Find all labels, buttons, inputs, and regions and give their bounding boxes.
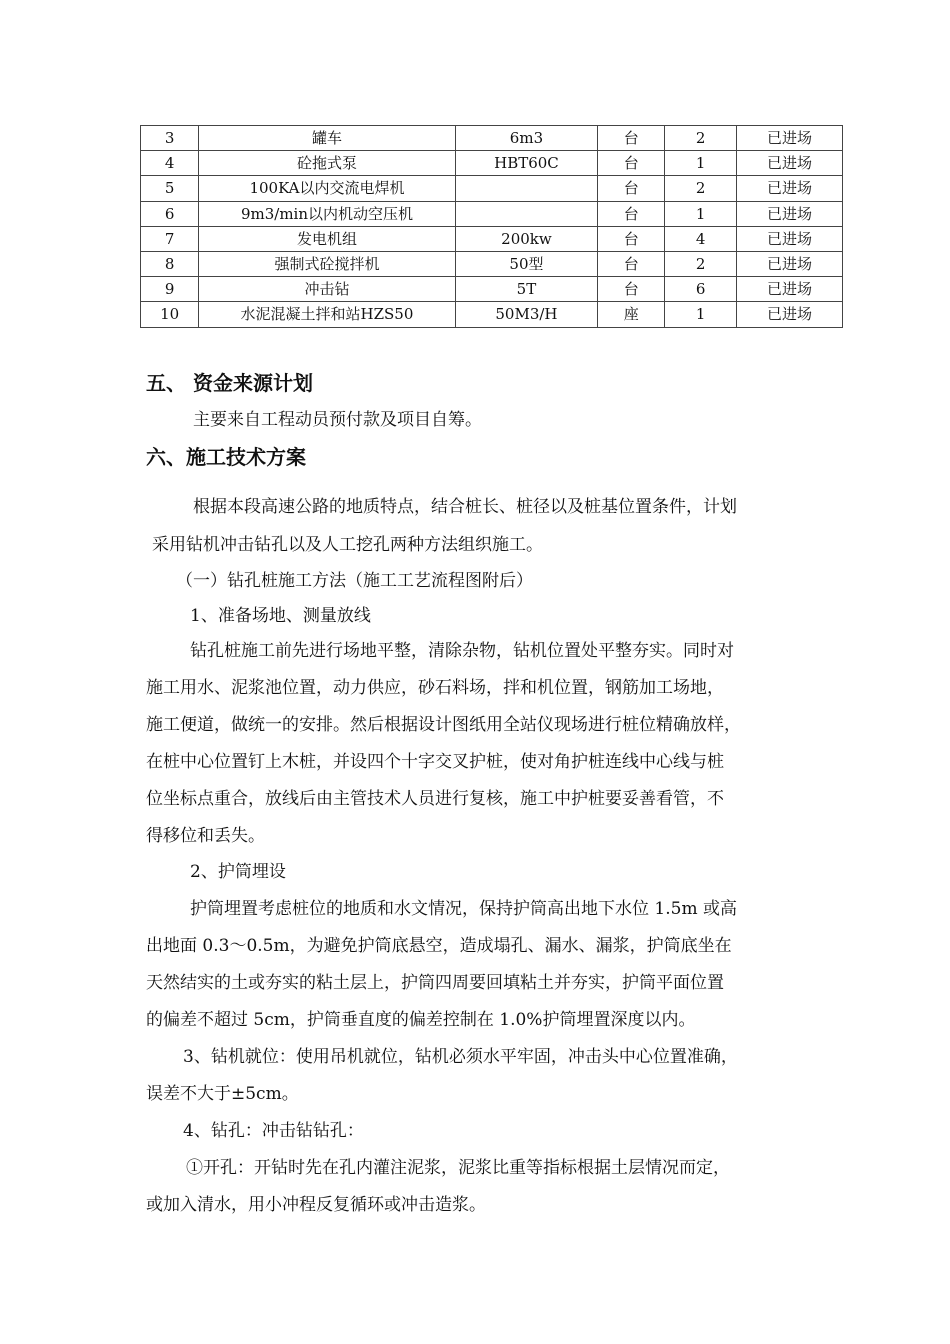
row-spec (455, 176, 598, 201)
section6-heading: 六、施工技术方案 (146, 445, 306, 469)
row-name: 水泥混凝土拌和站HZS50 (199, 302, 455, 327)
row-status: 已进场 (737, 277, 843, 302)
subsection-1-title: （一）钻孔桩施工方法（施工工艺流程图附后） (176, 571, 533, 591)
row-qty: 1 (665, 201, 737, 226)
step4-line-1: ①开孔：开钻时先在孔内灌注泥浆，泥浆比重等指标根据土层情况而定， (186, 1158, 730, 1178)
row-name: 罐车 (199, 126, 455, 151)
table-row (141, 226, 843, 251)
row-unit: 台 (598, 201, 665, 226)
row-unit: 座 (598, 302, 665, 327)
row-no: 3 (141, 126, 199, 151)
table-row (141, 151, 843, 176)
row-unit: 台 (598, 226, 665, 251)
row-name: 发电机组 (199, 226, 455, 251)
intro-line-1: 根据本段高速公路的地质特点，结合桩长、桩径以及桩基位置条件，计划 (193, 497, 737, 517)
row-status: 已进场 (737, 226, 843, 251)
row-status: 已进场 (737, 126, 843, 151)
row-spec: 5T (455, 277, 598, 302)
table-row (141, 201, 843, 226)
equipment-table (140, 125, 843, 328)
row-qty: 2 (665, 251, 737, 276)
section5-heading: 五、 资金来源计划 (146, 371, 313, 395)
step1-line-1: 钻孔桩施工前先进行场地平整，清除杂物，钻机位置处平整夯实。同时对 (190, 641, 734, 661)
step2-line-4: 的偏差不超过 5cm，护筒垂直度的偏差控制在 1.0%护筒埋置深度以内。 (146, 1010, 696, 1030)
row-spec: 50型 (455, 251, 598, 276)
row-no: 4 (141, 151, 199, 176)
row-name: 强制式砼搅拌机 (199, 251, 455, 276)
row-qty: 6 (665, 277, 737, 302)
row-no: 9 (141, 277, 199, 302)
table-row (141, 176, 843, 201)
row-qty: 1 (665, 151, 737, 176)
row-unit: 台 (598, 277, 665, 302)
step2-line-2: 出地面 0.3～0.5m，为避免护筒底悬空，造成塌孔、漏水、漏浆，护筒底坐在 (146, 936, 732, 956)
row-name: 砼拖式泵 (199, 151, 455, 176)
row-qty: 2 (665, 176, 737, 201)
table-row (141, 302, 843, 327)
row-unit: 台 (598, 151, 665, 176)
row-no: 6 (141, 201, 199, 226)
step1-line-2: 施工用水、泥浆池位置，动力供应，砂石料场，拌和机位置，钢筋加工场地， (146, 678, 724, 698)
row-status: 已进场 (737, 302, 843, 327)
row-status: 已进场 (737, 176, 843, 201)
step2-line-3: 天然结实的土或夯实的粘土层上，护筒四周要回填粘土并夯实，护筒平面位置 (146, 973, 724, 993)
row-no: 8 (141, 251, 199, 276)
row-unit: 台 (598, 251, 665, 276)
step1-title: 1、准备场地、测量放线 (190, 606, 371, 626)
row-status: 已进场 (737, 251, 843, 276)
table-row (141, 126, 843, 151)
step3-line-2: 误差不大于±5cm。 (146, 1084, 299, 1104)
row-no: 7 (141, 226, 199, 251)
step2-title: 2、护筒埋设 (190, 862, 286, 882)
step3-line-1: 3、钻机就位：使用吊机就位，钻机必须水平牢固，冲击头中心位置准确， (183, 1047, 738, 1067)
row-no: 10 (141, 302, 199, 327)
intro-line-2: 采用钻机冲击钻孔以及人工挖孔两种方法组织施工。 (152, 535, 543, 555)
row-spec: 50M3/H (455, 302, 598, 327)
row-status: 已进场 (737, 201, 843, 226)
step4-line-2: 或加入清水，用小冲程反复循环或冲击造浆。 (146, 1195, 486, 1215)
equipment-table-body (141, 126, 843, 328)
row-spec (455, 201, 598, 226)
row-spec: HBT60C (455, 151, 598, 176)
row-spec: 6m3 (455, 126, 598, 151)
table-row (141, 277, 843, 302)
row-name: 9m3/min以内机动空压机 (199, 201, 455, 226)
row-spec: 200kw (455, 226, 598, 251)
section5-text: 主要来自工程动员预付款及项目自筹。 (193, 410, 482, 430)
step1-line-3: 施工便道，做统一的安排。然后根据设计图纸用全站仪现场进行桩位精确放样， (146, 715, 741, 735)
row-qty: 2 (665, 126, 737, 151)
row-name: 冲击钻 (199, 277, 455, 302)
step2-line-1: 护筒埋置考虑桩位的地质和水文情况，保持护筒高出地下水位 1.5m 或高 (190, 899, 737, 919)
step4-title: 4、钻孔：冲击钻钻孔： (183, 1121, 364, 1141)
row-status: 已进场 (737, 151, 843, 176)
row-qty: 1 (665, 302, 737, 327)
table-row (141, 251, 843, 276)
row-unit: 台 (598, 126, 665, 151)
row-qty: 4 (665, 226, 737, 251)
row-unit: 台 (598, 176, 665, 201)
step1-line-6: 得移位和丢失。 (146, 826, 265, 846)
row-no: 5 (141, 176, 199, 201)
step1-line-5: 位坐标点重合，放线后由主管技术人员进行复核，施工中护桩要妥善看管，不 (146, 789, 724, 809)
row-name: 100KA以内交流电焊机 (199, 176, 455, 201)
step1-line-4: 在桩中心位置钉上木桩，并设四个十字交叉护桩，使对角护桩连线中心线与桩 (146, 752, 724, 772)
